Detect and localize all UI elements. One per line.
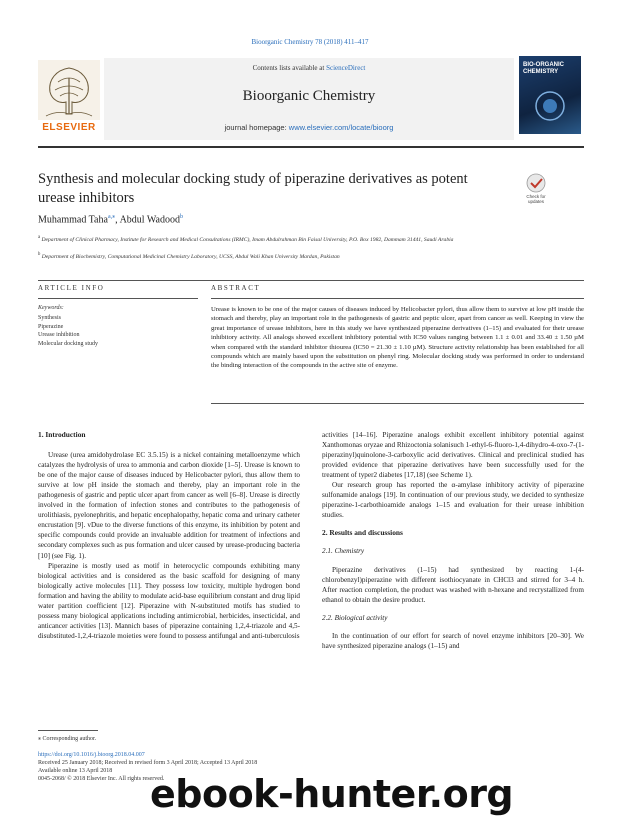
sciencedirect-link[interactable]: ScienceDirect: [326, 64, 366, 72]
article-title: Synthesis and molecular docking study of piperazine derivatives as potent urease inhibitors: [38, 171, 468, 206]
keyword: Molecular docking study: [38, 340, 98, 347]
affil-text: Department of Biochemistry, Computational Medicinal Chemistry Laboratory, UCSS, Abdul Wali Khan University Mardan, Pakistan: [41, 253, 340, 260]
keywords-list: [38, 314, 98, 348]
received-dates: Received 25 January 2018; Received in revised form 3 April 2018; Accepted 13 April 2018: [38, 760, 258, 766]
article-info-heading: ARTICLE INFO: [38, 284, 105, 292]
journal-citation[interactable]: Bioorganic Chemistry 78 (2018) 411–417: [251, 38, 369, 46]
left-column: [38, 430, 300, 641]
doi-link[interactable]: https://doi.org/10.1016/j.bioorg.2018.04.007: [38, 752, 145, 758]
abstract-bottom-rule: [211, 403, 584, 404]
keyword: Synthesis: [38, 315, 62, 321]
keyword: Urease inhibition: [38, 332, 80, 338]
check-for-updates-icon: [520, 172, 552, 194]
paragraph: Our research group has reported the α-amylase inhibitory activity of piperazine sulfonamide analogs [19]. In continuation of our previous study, we decided to synthesize piperazine-1-carbothioamide analogs 1–15 and evaluation for their urease inhibition studies.: [322, 481, 584, 520]
article-info-rule: [38, 298, 198, 299]
corresponding-author-note: ⁎ Corresponding author.: [38, 736, 97, 742]
paragraph: activities [14–16]. Piperazine analogs exhibit excellent inhibitory potential against Xanthomonas oryzae and Rhizoctonia solanisuch 1-ethyl-6-fluoro-1,4-dihydro-4-oxo-7-(1-piperazinyl)quinolone-3-carboxylic acid derivatives. Clinical and preclinical studied has provided evidence that piperazine derivatives have been successfully used for the treatment of typer2 diabetes [17,18] (see Scheme 1).: [322, 431, 584, 480]
keywords-label: Keywords:: [38, 305, 64, 311]
affil-mark: a: [38, 235, 41, 240]
affil-text: Department of Clinical Pharmacy, Institute for Research and Medical Consultations (IRMC), Imam Abdulrahman Bin Faisal University, P.O. Box 1982, Dammam 31441, Saudi Arabia: [41, 236, 454, 243]
doi-line: [38, 751, 145, 759]
keyword: Piperazine: [38, 323, 64, 330]
copyright-line: 0045-2068/ © 2018 Elsevier Inc. All rights reserved.: [38, 776, 165, 782]
subsection-heading: 2.2. Biological activity: [322, 613, 388, 622]
right-column: [322, 430, 584, 651]
paragraph: In the continuation of our effort for search of novel enzyme inhibitors [20–30]. We have synthesized piperazine analogs (1–15) and: [322, 631, 584, 650]
author-list: [38, 213, 183, 225]
section-rule: [38, 280, 584, 281]
affiliation-a: [38, 234, 584, 244]
paragraph: Piperazine is mostly used as motif in heterocyclic compounds exhibiting many biological activities and is considered as the basic scaffold for designing of many biologically active molecules [11]. They possess low toxicity, multiple hydrogen bond formation and having the ability to modulate acid-base equilibrium constant and drug lipid water partition coefficient [12]. Piperazine with N-substituted motifs has studied to possess many biological applications including antimicrobial, herbicides, insecticidal, and anticancer activities [13]. Mannich bases of piperazine containing 1,2,4-triazole and 4,5-disubstituted-1,2,4-triazole moieties were found to possess antifungal and anti-tuberculosis: [38, 561, 300, 640]
subsection-heading: 2.1. Chemistry: [322, 547, 365, 556]
abstract-text: Urease is known to be one of the major causes of diseases induced by Helicobacter pylori, thus allow them to survive at low pH inside the stomach and thereby, play an important role in the pathogenesis of gastric and peptic ulcer, apart from cancer as well. Keeping in view the great importance of urease inhibitors, here in this study we have synthesized piperazine derivatives (1–15) and evaluated for their urease inhibitory activity. All analogs showed excellent inhibitory potential with IC50 values ranging between 1.1 ± 0.01 and 33.40 ± 1.50 µM when compared with the standard inhibitor thiourea (IC50 = 21.30 ± 1.10 µM). Structure activity relationship has been established for all compounds which are mainly based upon the substitution on phenyl ring. Molecular docking study was performed in order to understand the binding interaction of the compounds in the active site of enzyme.: [211, 306, 584, 370]
homepage-prefix: journal homepage:: [224, 123, 289, 132]
author-affil-mark[interactable]: b: [179, 214, 183, 220]
abstract-rule: [211, 298, 584, 299]
check-for-updates-badge[interactable]: [520, 172, 552, 204]
contents-line: [104, 64, 514, 72]
homepage-link[interactable]: www.elsevier.com/locate/bioorg: [288, 123, 394, 132]
journal-cover-image[interactable]: [519, 56, 581, 134]
author-separator: ,: [115, 214, 120, 226]
online-date: Available online 13 April 2018: [38, 768, 113, 774]
homepage-line: [104, 123, 514, 132]
author-name[interactable]: Muhammad Taha: [38, 214, 108, 226]
badge-label: Check for updates: [526, 194, 546, 204]
contents-prefix: Contents lists available at: [252, 64, 327, 72]
paragraph: Piperazine derivatives (1–15) had synthesized by reacting 1-(4-chlorobenzyl)piperazine with different isothiocyanate in CHCl3 and stirred for 3–4 h. After reaction completion, the product was washed with n-hexane and recrystallized from ethanol to obtain the desire product.: [322, 565, 584, 604]
author-affil-mark[interactable]: a,⁎: [107, 214, 116, 220]
paragraph: Urease (urea amidohydrolase EC 3.5.15) is a nickel containing metalloenzyme which catalyzes the hydrolysis of urea to ammonia and carbon dioxide [1–5]. Urease is known to be one of the major cause of diseases induced by Helicobacter pylori, thus allow them to survive at low pH inside the stomach and thereby, play an important role in the pathogenesis of gastric and peptic ulcer apart from cancer as well [6–8]. Urease is directly involved in the formation of infection stones and contributes to the pathogenesis of urolithiasis, pyelonephritis, and hepatic encephalopathy, hepatic coma and urinary catheter encrustation [9]. vDue to the diverse functions of this enzyme, its inhibition by potent and specific compounds could provide an invaluable addition for treatment of infections and secondary complexes such as pus formation and ulcer caused by urease-producing bacteria [10] (see Fig. 1).: [38, 451, 300, 560]
journal-name: Bioorganic Chemistry: [242, 88, 376, 104]
affiliation-b: [38, 251, 584, 261]
section-heading: 2. Results and discussions: [322, 528, 403, 538]
section-heading: 1. Introduction: [38, 430, 86, 439]
affil-mark: b: [38, 252, 41, 257]
abstract-heading: ABSTRACT: [211, 284, 261, 292]
header-rule: [38, 146, 584, 148]
cover-title: BIO-ORGANIC CHEMISTRY: [523, 62, 564, 75]
elsevier-wordmark: ELSEVIER: [42, 122, 96, 133]
author-name[interactable]: Abdul Wadood: [119, 214, 180, 226]
footnote-rule: [38, 730, 98, 731]
watermark-text: ebook-hunter.org: [150, 772, 514, 816]
